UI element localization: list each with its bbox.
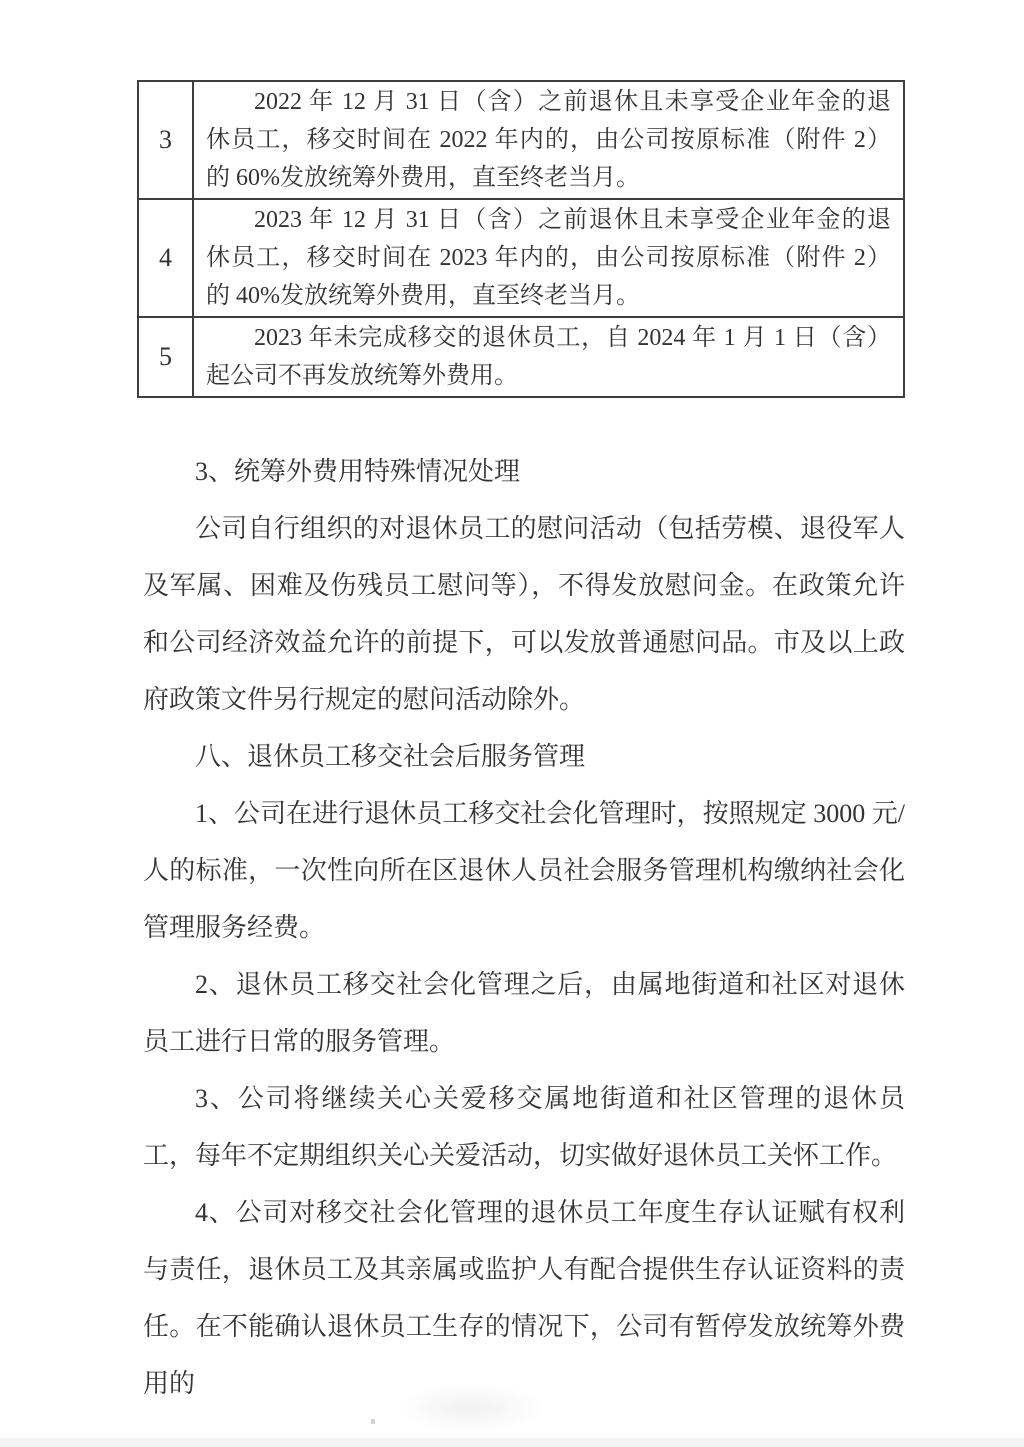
paragraph: 4、公司对移交社会化管理的退休员工年度生存认证赋有权利与责任，退休员工及其亲属或监护人有配合提供生存认证资料的责任。在不能确认退休员工生存的情况下，公司有暂停发放统筹外费用的 [143,1198,905,1398]
cell-text-line: 的 40%发放统筹外费用，直至终老当月。 [206,283,640,309]
table-row [138,317,904,397]
scan-edge-shadow [0,1438,1024,1447]
paragraph: 1、公司在进行退休员工移交社会化管理时，按照规定 3000 元/人的标准，一次性向所在区退休人员社会服务管理机构缴纳社会化管理服务经费。 [143,799,905,942]
paragraph: 公司自行组织的对退休员工的慰问活动（包括劳模、退役军人及军属、困难及伤残员工慰问等），不得发放慰问金。在政策允许和公司经济效益允许的前提下，可以发放普通慰问品。市及以上政府政策文件另行规定的慰问活动除外。 [143,514,905,714]
section-heading: 八、退休员工移交社会后服务管理 [195,742,586,771]
retirement-policy-table [137,80,905,398]
row-content [193,81,904,199]
cell-text-line: 2022 年 12 月 31 日（含）之前退休且未享受企业年金的退 [254,89,891,115]
row-content [193,199,904,317]
row-content [193,317,904,397]
scan-speck [371,1419,375,1424]
document-body [143,443,905,1412]
row-number: 5 [138,317,193,397]
section-heading: 3、统筹外费用特殊情况处理 [195,457,521,486]
paragraph: 3、公司将继续关心关爱移交属地街道和社区管理的退休员工，每年不定期组织关心关爱活动，切实做好退休员工关怀工作。 [143,1084,905,1170]
cell-text-line: 2023 年 12 月 31 日（含）之前退休且未享受企业年金的退 [254,207,891,233]
cell-text-line: 休员工，移交时间在 2022 年内的，由公司按原标准（附件 2） [206,127,891,153]
row-number: 3 [138,81,193,199]
cell-text-line: 2023 年未完成移交的退休员工，自 2024 年 1 月 1 日（含） [254,325,891,351]
cell-text-line: 休员工，移交时间在 2023 年内的，由公司按原标准（附件 2） [206,245,891,271]
table-row [138,199,904,317]
cell-text-line: 起公司不再发放统筹外费用。 [206,363,518,389]
paragraph: 2、退休员工移交社会化管理之后，由属地街道和社区对退休员工进行日常的服务管理。 [143,970,905,1056]
table-row [138,81,904,199]
cell-text-line: 的 60%发放统筹外费用，直至终老当月。 [206,165,640,191]
row-number: 4 [138,199,193,317]
